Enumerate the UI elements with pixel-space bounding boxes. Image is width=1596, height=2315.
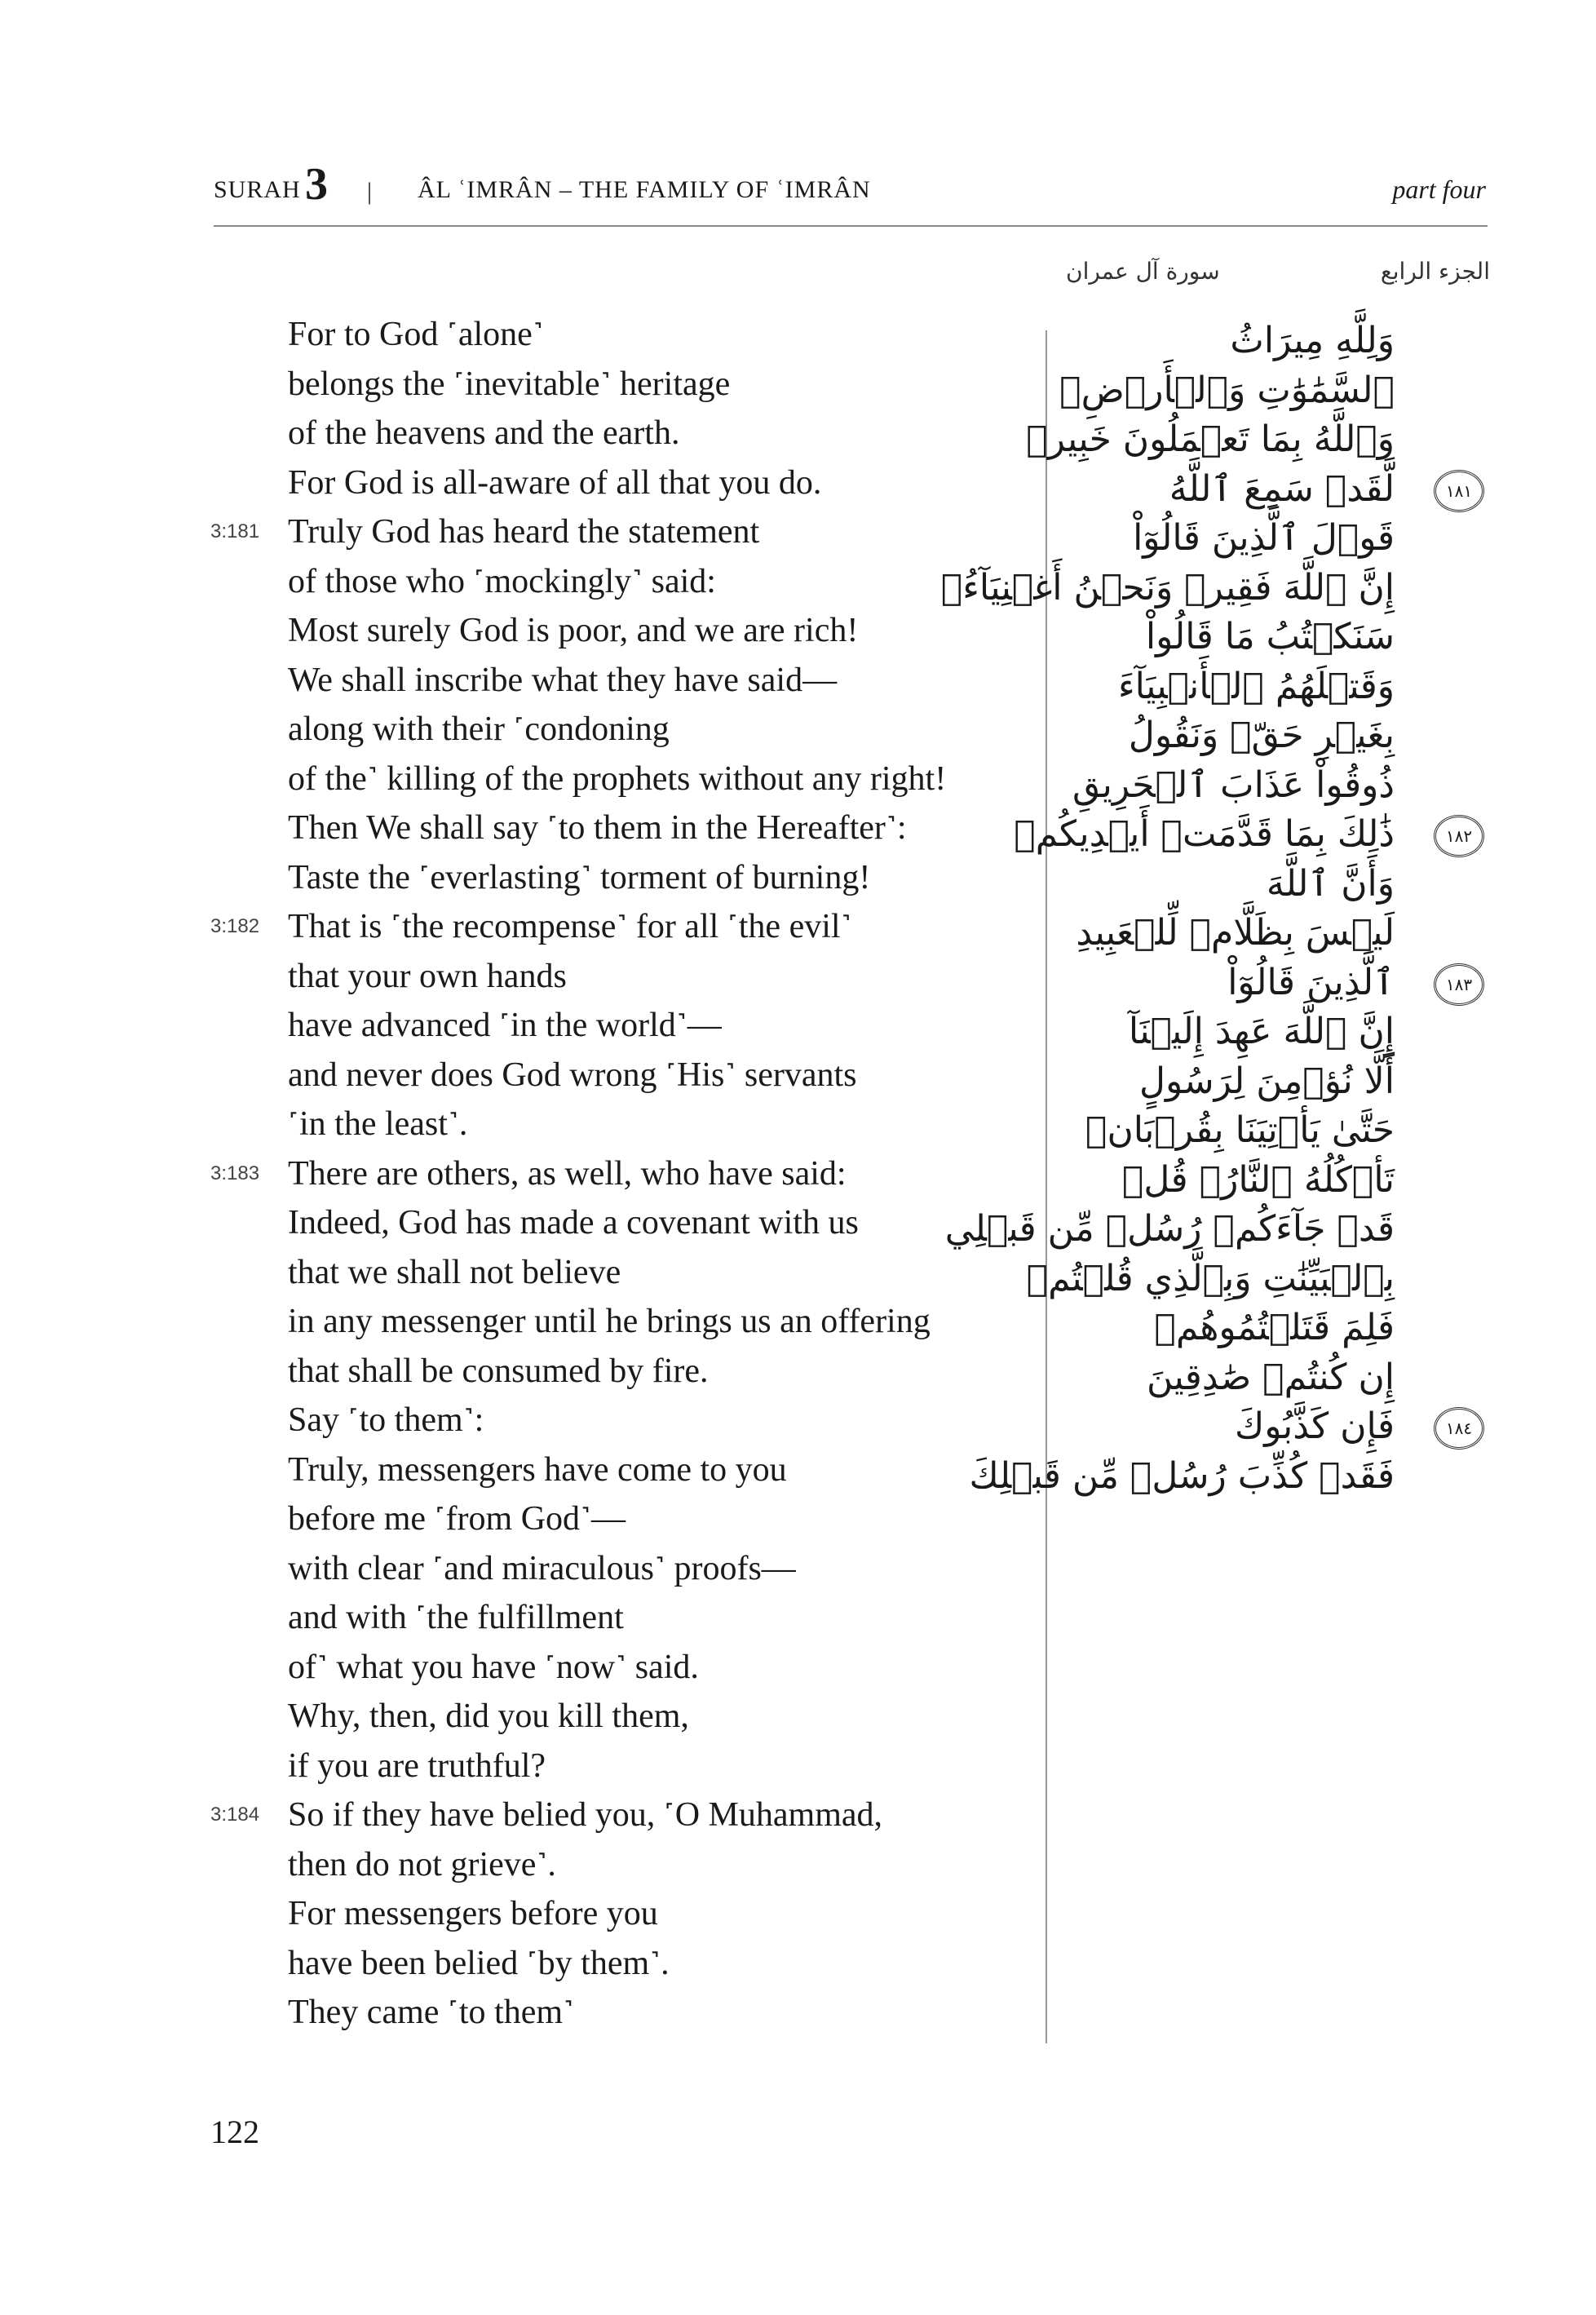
english-line-text: belongs the ˹inevitable˺ heritage (288, 365, 731, 403)
arabic-line-text: وَقَتۡلَهُمُ ٱلۡأَنۢبِيَآءَ (1117, 665, 1395, 707)
arabic-line (1060, 711, 1484, 761)
header-divider: | (367, 178, 373, 205)
english-line-text: So if they have belied you, ˹O Muhammad, (288, 1796, 883, 1834)
english-line-text: For messengers before you (288, 1895, 658, 1932)
english-line-text: along with their ˹condoning (288, 710, 670, 748)
english-line (210, 310, 1026, 360)
english-line-text: There are others, as well, who have said: (288, 1154, 847, 1193)
arabic-surah-label: سورة آل عمران (1066, 258, 1220, 285)
running-header (214, 160, 1486, 217)
english-line-text: That is ˹the recompense˺ for all ˹the evil˺ (288, 908, 852, 945)
arabic-line (1060, 465, 1484, 515)
arabic-line-text: إِنَّ ٱللَّهَ فَقِيرٞ وَنَحۡنُ أَغۡنِيَآءُۘ (940, 566, 1395, 609)
english-translation-column (210, 310, 1026, 2038)
ayah-number-marker: ١٨٤ (1434, 1407, 1484, 1450)
arabic-line-text: سَنَكۡتُبُ مَا قَالُواْ (1145, 616, 1395, 657)
english-line-text: of˺ what you have ˹now˺ said. (288, 1648, 699, 1686)
english-line (210, 1692, 1026, 1742)
arabic-line-text: فَقَدۡ كُذِّبَ رُسُلٞ مِّن قَبۡلِكَ (969, 1454, 1395, 1497)
arabic-line-text: إِنَّ ٱللَّهَ عَهِدَ إِلَيۡنَآ (1128, 1011, 1395, 1052)
surah-number: 3 (305, 159, 328, 210)
arabic-line (1060, 1057, 1484, 1107)
english-line-text: if you are truthful? (288, 1746, 546, 1785)
arabic-line-text: لَيۡسَ بِظَلَّامٖ لِّلۡعَبِيدِ (1076, 912, 1395, 954)
arabic-line (1060, 1304, 1484, 1353)
english-line (210, 1988, 1026, 2038)
english-line-text: that we shall not believe (288, 1253, 621, 1291)
english-line (210, 1939, 1026, 1989)
ayah-number-marker: ١٨١ (1434, 470, 1484, 512)
english-line-text: before me ˹from God˺— (288, 1500, 626, 1538)
english-line (210, 1297, 1026, 1347)
english-line (210, 557, 1026, 607)
english-line-text: have advanced ˹in the world˺— (288, 1007, 722, 1044)
english-line-text: Why, then, did you kill them, (288, 1698, 689, 1735)
verse-number: 3:182 (210, 915, 260, 937)
english-line (210, 1593, 1026, 1643)
arabic-line-text: وَأَنَّ ٱللَّهَ (1266, 862, 1395, 905)
english-line-text: For God is all-aware of all that you do. (288, 463, 822, 502)
english-line-text: Indeed, God has made a covenant with us (288, 1204, 859, 1242)
english-line-text: We shall inscribe what they have said— (288, 661, 838, 699)
english-line-text: For to God ˹alone˺ (288, 316, 544, 353)
english-line (210, 1347, 1026, 1397)
english-line-text: Truly God has heard the statement (288, 513, 760, 551)
english-line-text: They came ˹to them˺ (288, 1994, 575, 2031)
english-line-text: Taste the ˹everlasting˺ torment of burning! (288, 858, 871, 896)
arabic-line (1060, 1402, 1484, 1452)
english-line (210, 853, 1026, 903)
english-line (210, 1396, 1026, 1445)
arabic-line-text: قَوۡلَ ٱلَّذِينَ قَالُوٓاْ (1133, 517, 1395, 559)
arabic-line (1060, 514, 1484, 564)
arabic-line-text: فَإِن كَذَّبُوكَ (1234, 1405, 1395, 1447)
ayah-number-marker: ١٨٢ (1434, 815, 1484, 857)
english-line (210, 1742, 1026, 1791)
arabic-line-text: وَلِلَّهِ مِيرَاثُ (1230, 320, 1395, 361)
english-line-text: have been belied ˹by them˺. (288, 1944, 670, 1982)
arabic-line (1060, 316, 1484, 366)
english-line-text: of the heavens and the earth. (288, 414, 680, 452)
english-line (210, 952, 1026, 1002)
arabic-line-text: قَدۡ جَآءَكُمۡ رُسُلٞ مِّن قَبۡلِي (944, 1208, 1395, 1250)
arabic-line (1060, 909, 1484, 958)
english-line (210, 360, 1026, 409)
header-rule (214, 225, 1488, 227)
arabic-line (1060, 1106, 1484, 1156)
english-line (210, 1100, 1026, 1149)
surah-label: SURAH (214, 176, 301, 203)
arabic-line-text: بِغَيۡرِ حَقّٖ وَنَقُولُ (1128, 715, 1395, 756)
english-line (210, 803, 1026, 853)
page-number: 122 (210, 2114, 259, 2150)
verse-number: 3:184 (210, 1804, 260, 1826)
arabic-text-column (940, 316, 1484, 1501)
arabic-running-header (1066, 250, 1490, 299)
arabic-line (1060, 761, 1484, 811)
arabic-line (944, 1205, 1484, 1255)
surah-title: ÂL ʿIMRÂN – THE FAMILY OF ʿIMRÂN (418, 176, 871, 203)
arabic-line-text: أَلَّا نُؤۡمِنَ لِرَسُولٍ (1139, 1060, 1395, 1102)
english-line (210, 902, 1026, 952)
arabic-line (1060, 1156, 1484, 1206)
arabic-line (1026, 415, 1484, 465)
ayah-number-marker: ١٨٣ (1434, 963, 1484, 1006)
english-line (210, 1840, 1026, 1890)
english-line (210, 1643, 1026, 1693)
english-line (210, 755, 1026, 804)
english-line-text: of those who ˹mockingly˺ said: (288, 562, 716, 600)
english-line-text: ˹in the least˺. (288, 1105, 468, 1143)
english-line (210, 507, 1026, 557)
english-line-text: that your own hands (288, 957, 567, 995)
part-label: part four (1392, 175, 1486, 204)
arabic-line (1060, 662, 1484, 712)
english-line (210, 705, 1026, 755)
english-line (210, 409, 1026, 458)
english-line (210, 1889, 1026, 1939)
english-line (210, 458, 1026, 508)
english-line (210, 656, 1026, 706)
arabic-line-text: وَٱللَّهُ بِمَا تَعۡمَلُونَ خَبِيرٞ (1026, 418, 1395, 460)
english-line-text: of the˺ killing of the prophets without any right! (288, 759, 947, 798)
english-line-text: Then We shall say ˹to them in the Hereafter˺: (288, 809, 907, 847)
arabic-line (1060, 1007, 1484, 1057)
arabic-line-text: حَتَّىٰ يَأۡتِيَنَا بِقُرۡبَانٖ (1085, 1109, 1395, 1151)
arabic-line-text: إِن كُنتُمۡ صَٰدِقِينَ (1147, 1356, 1395, 1398)
arabic-line (1060, 613, 1484, 662)
arabic-line-text: ٱلَّذِينَ قَالُوٓاْ (1227, 961, 1395, 1003)
english-line-text: then do not grieve˺. (288, 1845, 556, 1883)
english-line (210, 1001, 1026, 1051)
english-line (210, 1198, 1026, 1248)
arabic-line (1026, 1255, 1484, 1304)
english-line (210, 606, 1026, 656)
english-line-text: Say ˹to them˺: (288, 1401, 484, 1439)
english-line-text: and with ˹the fulfillment (288, 1599, 624, 1636)
arabic-line (1014, 810, 1484, 860)
arabic-line (1060, 860, 1484, 910)
english-line (210, 1149, 1026, 1199)
english-line (210, 1445, 1026, 1495)
arabic-line-text: تَأۡكُلُهُ ٱلنَّارُۗ قُلۡ (1121, 1158, 1395, 1201)
arabic-line-text: لَّقَدۡ سَمِعَ ٱللَّهُ (1169, 467, 1395, 510)
arabic-line-text: بِٱلۡبَيِّنَٰتِ وَبِٱلَّذِي قُلۡتُمۡ (1026, 1257, 1395, 1299)
arabic-line-text: ٱلسَّمَٰوَٰتِ وَٱلۡأَرۡضِۗ (1059, 369, 1395, 411)
arabic-line (1060, 958, 1484, 1008)
english-line (210, 1790, 1026, 1840)
english-line-text: Most surely God is poor, and we are rich! (288, 612, 859, 649)
verse-number: 3:183 (210, 1162, 260, 1184)
english-line-text: that shall be consumed by fire. (288, 1352, 709, 1390)
english-line-text: Truly, messengers have come to you (288, 1450, 787, 1489)
arabic-line (1060, 366, 1484, 416)
arabic-line-text: فَلِمَ قَتَلۡتُمُوهُمۡ (1154, 1307, 1395, 1348)
arabic-line (1060, 1353, 1484, 1403)
english-line (210, 1051, 1026, 1100)
english-line (210, 1494, 1026, 1544)
english-line (210, 1544, 1026, 1594)
arabic-line (969, 1452, 1484, 1502)
arabic-line-text: ذَٰلِكَ بِمَا قَدَّمَتۡ أَيۡدِيكُمۡ (1014, 813, 1395, 855)
english-line-text: in any messenger until he brings us an offering (288, 1303, 931, 1340)
arabic-juz-label: الجزء الرابع (1380, 258, 1490, 285)
arabic-line (940, 564, 1484, 613)
english-line-text: with clear ˹and miraculous˺ proofs— (288, 1549, 796, 1587)
english-line (210, 1248, 1026, 1298)
verse-number: 3:181 (210, 520, 260, 542)
english-line-text: and never does God wrong ˹His˺ servants (288, 1056, 857, 1094)
arabic-line-text: ذُوقُواْ عَذَابَ ٱلۡحَرِيقِ (1072, 764, 1395, 806)
